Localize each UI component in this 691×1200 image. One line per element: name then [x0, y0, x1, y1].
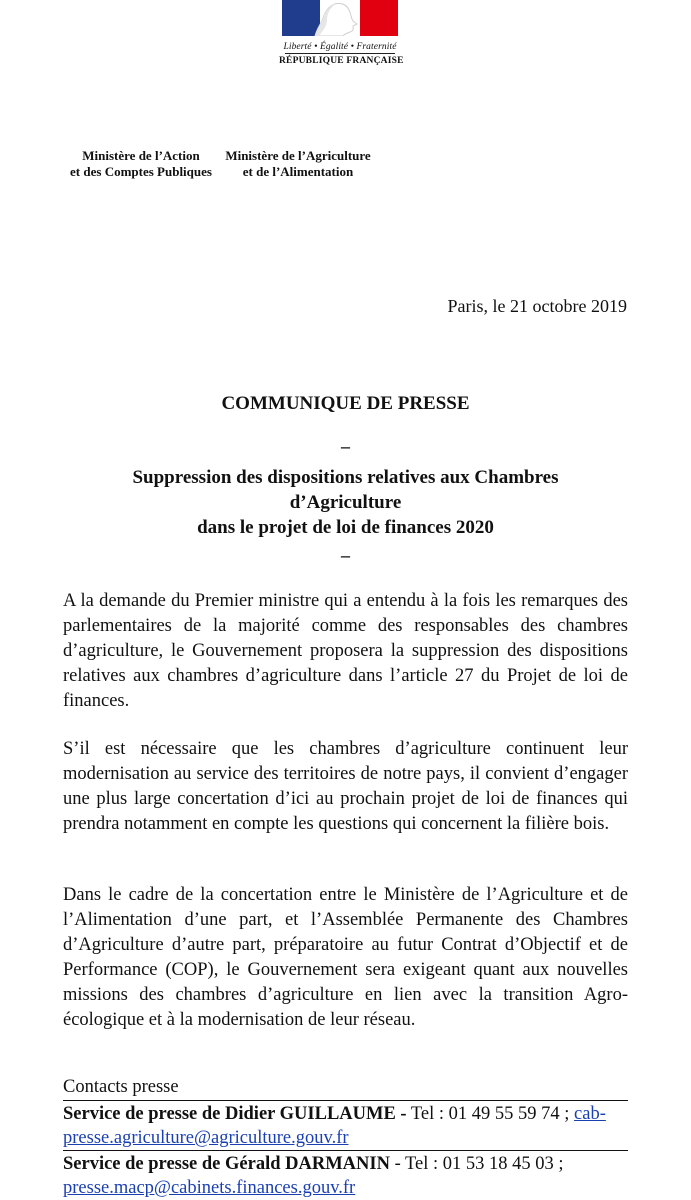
subtitle-line: Suppression des dispositions relatives aux Chambres: [132, 467, 559, 488]
document-subtitle: [0, 465, 691, 540]
contact-entry: [63, 1102, 628, 1150]
contacts-heading: Contacts presse: [63, 1077, 179, 1097]
contacts-divider: [63, 1100, 628, 1101]
republique-francaise-logo: [279, 0, 404, 72]
ministry-line: et de l’Alimentation: [242, 164, 354, 179]
ministry-line: et des Comptes Publiques: [70, 164, 212, 179]
contact-email-link[interactable]: presse.macp@cabinets.finances.gouv.fr: [63, 1178, 356, 1198]
body-paragraph: S’il est nécessaire que les chambres d’agriculture continuent leur modernisation au service des territoires de notre pays, il convient d’engager une plus large concertation d’ici au prochain projet de loi de finances qui prendra notamment en compte les questions qui concernent la filière bois.: [63, 739, 628, 834]
subtitle-line: dans le projet de loi de finances 2020: [197, 517, 494, 538]
subtitle-line: d’Agriculture: [289, 492, 402, 513]
contact-email-link[interactable]: cab-presse.agriculture@agriculture.gouv.fr: [63, 1104, 606, 1148]
release-date: Paris, le 21 octobre 2019: [447, 296, 627, 316]
republic-motto: Liberté • Égalité • Fraternité: [283, 42, 397, 52]
subtitle-separator: –: [341, 545, 350, 565]
contact-label: Service de presse de Gérald DARMANIN: [63, 1154, 390, 1174]
body-paragraph: Dans le cadre de la concertation entre le Ministère de l’Agriculture et de l’Alimentation d’une part, et l’Assemblée Permanente des Chambres d’Agriculture d’autre part, préparatoire au futur Contrat d’Objectif et de Performance (COP), le Gouvernement sera exigeant quant aux nouvelles missions des chambres d’agriculture en lien avec la transition Agro-écologique et à la modernisation de leur réseau.: [63, 885, 628, 1030]
logo-divider: [285, 53, 395, 54]
contact-phone: Tel : 01 49 55 59 74 ;: [406, 1104, 575, 1124]
ministry-line: Ministère de l’Action: [82, 148, 200, 163]
document-title: COMMUNIQUE DE PRESSE: [221, 393, 470, 414]
body-paragraph: A la demande du Premier ministre qui a entendu à la fois les remarques des parlementaires de la majorité comme des responsables des chambres d’agriculture, le Gouvernement proposera la suppression des dispositions relatives aux chambres d’agriculture dans l’article 27 du Projet de loi de finances.: [63, 591, 628, 711]
contact-label: Service de presse de Didier GUILLAUME -: [63, 1104, 407, 1124]
contact-phone: - Tel : 01 53 18 45 03 ;: [389, 1154, 564, 1174]
title-separator: –: [341, 436, 350, 456]
contact-entry: [63, 1152, 628, 1200]
contacts-divider: [63, 1150, 628, 1151]
ministry-line: Ministère de l’Agriculture: [225, 148, 371, 163]
republique-francaise-label: RÉPUBLIQUE FRANÇAISE: [279, 56, 404, 66]
marianne-profile-icon: [307, 0, 367, 36]
ministry-action-comptes-publics: [64, 148, 218, 180]
ministry-agriculture-alimentation: [218, 148, 378, 180]
